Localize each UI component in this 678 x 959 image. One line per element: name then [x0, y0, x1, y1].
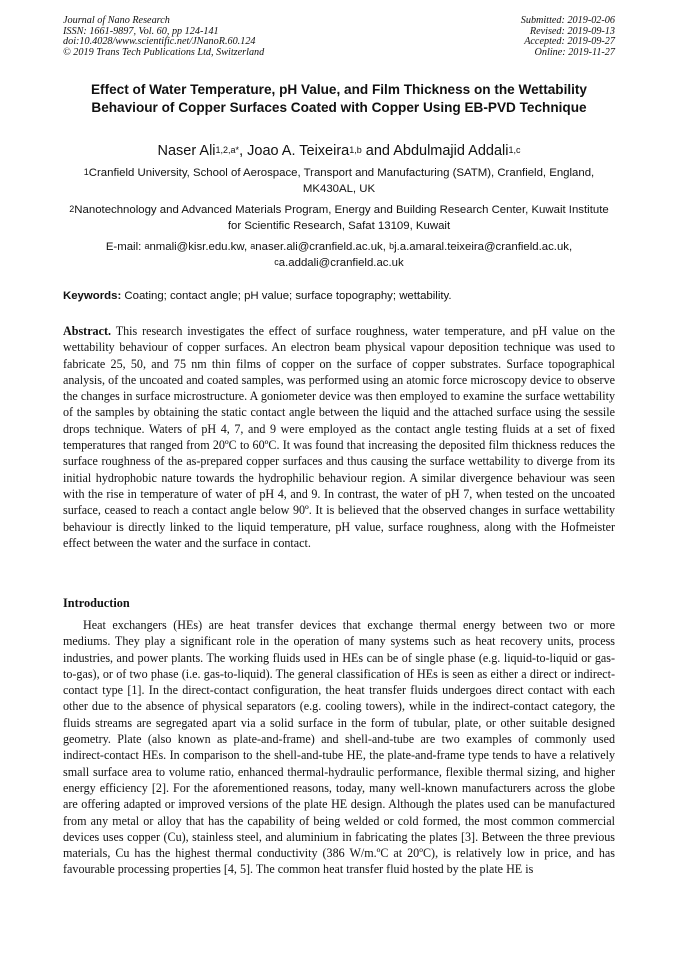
- paper-title: Effect of Water Temperature, pH Value, and Film Thickness on the Wettability Behaviour of Copper Surfaces Coated with Copper Using EB-PVD Technique: [90, 82, 587, 115]
- email-address[interactable]: naser.ali@cranfield.ac.uk,: [255, 241, 390, 253]
- email-address[interactable]: nmali@kisr.edu.kw,: [149, 241, 251, 253]
- introduction-text: Heat exchangers (HEs) are heat transfer devices that exchange thermal energy between two or more mediums. They play a significant role in the operation of many systems such as heat recovery units, process industries, and power plants. The working fluids used in HEs can be of single phase (e.g. liquid-to-liquid or gas-to-gas), or of two phase (i.e. gas-to-liquid). The general classification of HEs is seen as either a direct or indirect-contact type [1]. In the direct-contact configuration, the heat transfer fluids undergoes direct contact with each other due to the absence of physical separators (e.g. cooling towers), while in the indirect-contact category, the fluids streams are segregated apart via a solid surface in the form of tubular, plate, or other suitable designed geometry. Plate (also known as plate-and-frame) and shell-and-tube are two examples of commonly used indirect-contact HEs. In comparison to the shell-and-tube HE, the plate-and-frame type tends to have a relatively small surface area to volume ratio, enhanced thermal-hydraulic performance, flexible thermal sizing, and higher energy efficiency [2]. For the aforementioned reasons, today, many well-known manufacturers across the globe are offering adapted or improved versions of the plate HE design. Although the plates used can be manufactured from any metal or alloy that has the capability of being welded or cold formed, the most common commercial devices uses copper (Cu), stainless steel, and aluminium in fabricating the plates [3]. Between the three previous materials, Cu has the highest thermal conductivity (386 W/m.ºC at 20ºC), is relatively low in price, and has favourable processing properties [4, 5]. The common heat transfer fluid hosted by the plate HE is: [63, 618, 615, 877]
- email-mark: b: [389, 241, 395, 251]
- journal-info-header: [63, 16, 264, 58]
- keywords-label: Keywords:: [63, 290, 122, 302]
- author-separator: and: [361, 143, 394, 159]
- affiliation-text: Cranfield University, School of Aerospace, Transport and Manufacturing (SATM), Cranfield, England, MK430AL, UK: [88, 167, 595, 195]
- email-address[interactable]: j.a.amaral.teixeira@cranfield.ac.uk,: [394, 241, 573, 253]
- journal-doi[interactable]: doi:10.4028/www.scientific.net/JNanoR.60.124: [63, 36, 256, 48]
- journal-copyright: © 2019 Trans Tech Publications Ltd, Switzerland: [63, 46, 265, 58]
- dates-header: [521, 16, 615, 58]
- affiliation-1: [63, 166, 615, 197]
- affiliation-number: 2: [69, 204, 75, 214]
- affiliation-number: 1: [83, 167, 89, 177]
- email-mark: c: [274, 256, 279, 267]
- affiliation-2: [63, 203, 615, 234]
- introduction-heading: Introduction: [63, 596, 130, 610]
- email-mark: a: [144, 241, 150, 251]
- revised-date: Revised: 2019-09-13: [529, 25, 615, 37]
- email-label: E-mail:: [105, 241, 145, 253]
- author-name: Naser Ali: [157, 143, 216, 159]
- journal-issn: ISSN: 1661-9897, Vol. 60, pp 124-141: [63, 25, 219, 37]
- email-address[interactable]: a.addali@cranfield.ac.uk: [278, 256, 404, 269]
- submitted-date: Submitted: 2019-02-06: [520, 15, 615, 26]
- abstract-text: This research investigates the effect of surface roughness, water temperature, and pH value on the wettability behaviour of copper surfaces. An electron beam physical vapour deposition technique was used to fabricate 25, 50, and 75 nm thin films of copper on the surface of copper substrates. Surface topographical analysis, of the uncoated and coated samples, was performed using an atomic force microscopy device to observe the changes in surface microstructure. A goniometer device was then employed to examine the surface wettability of the samples by obtaining the static contact angle between the liquid and the attached surface using the sessile drops technique. Waters of pH 4, 7, and 9 were employed as the contact angle testing fluids at a set of fixed temperatures that ranged from 20ºC to 60ºC. It was found that increasing the deposited film thickness reduces the surface roughness of the as-prepared copper surfaces and thus causing the surface wettability to diverge from its initial hydrophobic nature towards the hydrophilic behaviour region. A similar divergence behaviour was seen with the rise in temperature of water of pH 4, and 9. In contrast, the water of pH 7, when tested on the uncoated surface, ceased to reach a contact angle below 90º. It is believed that the observed changes in surface wettability behaviour is directly linked to the liquid temperature, pH value, surface roughness, along with the Hofmeister effect between the water and the surface in contact.: [63, 324, 615, 550]
- journal-name: Journal of Nano Research: [63, 15, 170, 26]
- accepted-date: Accepted: 2019-09-27: [524, 36, 615, 48]
- author-affiliation-mark: 1,2,a*: [215, 145, 240, 155]
- author-name: Joao A. Teixeira: [247, 143, 350, 159]
- email-mark: a: [250, 241, 256, 251]
- keywords-section: [63, 289, 615, 304]
- abstract-section: [63, 323, 615, 551]
- email-line: [63, 240, 615, 271]
- author-separator: ,: [239, 143, 248, 159]
- author-name: Abdulmajid Addali: [393, 143, 509, 159]
- keywords-text: Coating; contact angle; pH value; surface topography; wettability.: [121, 290, 452, 302]
- online-date: Online: 2019-11-27: [534, 46, 615, 58]
- affiliation-text: Nanotechnology and Advanced Materials Program, Energy and Building Research Center, Kuwait Institute for Scientific Research, Safat 13109, Kuwait: [74, 204, 609, 232]
- abstract-label: Abstract.: [63, 324, 112, 338]
- author-affiliation-mark: 1,b: [349, 145, 362, 155]
- author-list: [63, 142, 615, 160]
- author-affiliation-mark: 1,c: [508, 145, 521, 155]
